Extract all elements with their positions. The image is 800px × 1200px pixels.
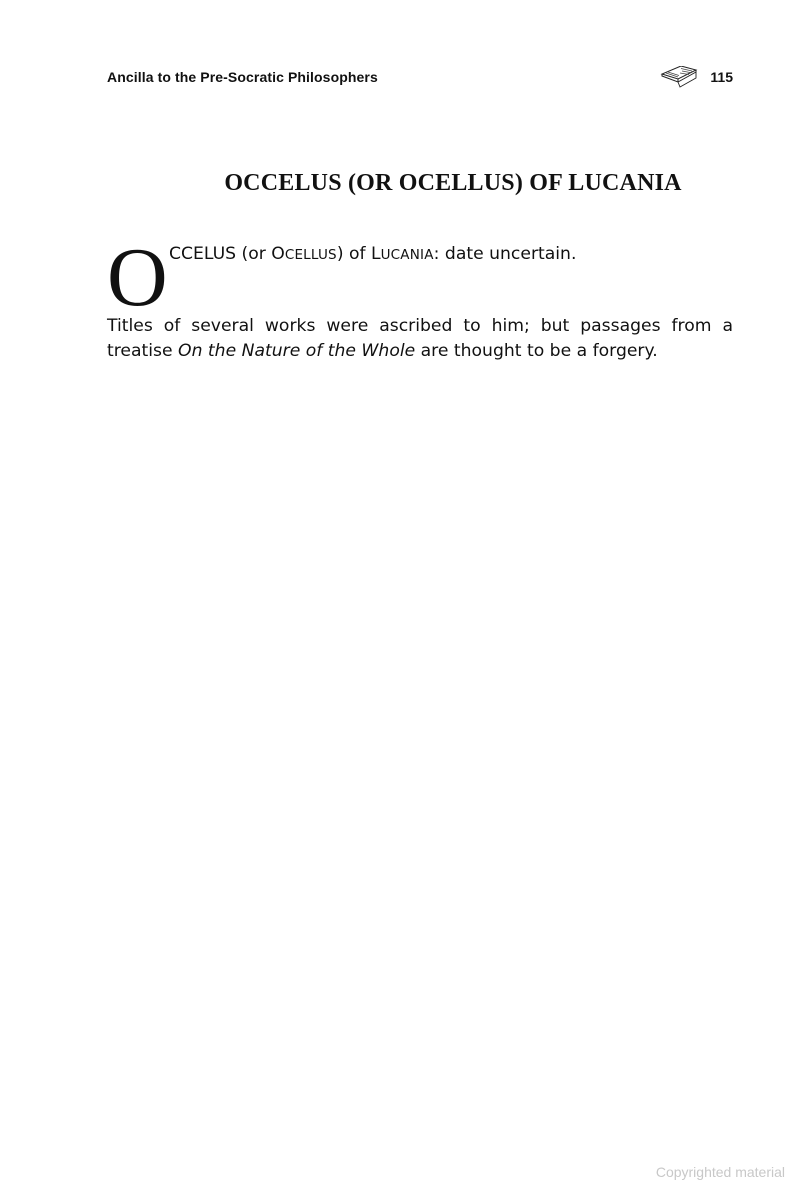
- lead-text-part2: ) of L: [336, 244, 381, 264]
- lead-small-caps-1: CELLUS: [284, 247, 337, 263]
- open-book-icon: [660, 66, 698, 88]
- chapter-title: OCCELUS (OR OCELLUS) OF LUCANIA: [224, 170, 682, 197]
- copyright-watermark: Copyrighted material: [655, 1164, 785, 1180]
- body-paragraph: [107, 314, 733, 364]
- body-text-part2: are thought to be a forgery.: [415, 341, 658, 361]
- entry-lead: [107, 231, 733, 324]
- lead-text-part1: CCELUS (or O: [169, 244, 285, 264]
- entry: [107, 231, 733, 364]
- body-text-part1: Titles of several works were ascribed to him; but passages from a treatise: [107, 316, 733, 361]
- drop-cap: O: [107, 231, 168, 324]
- running-title: Ancilla to the Pre-Socratic Philosophers: [107, 69, 378, 85]
- running-header: [107, 66, 733, 88]
- treatise-title: On the Nature of the Whole: [178, 341, 416, 361]
- header-right: [660, 66, 733, 88]
- lead-small-caps-2: UCANIA: [380, 247, 434, 263]
- lead-text-part3: : date uncertain.: [433, 244, 577, 264]
- lead-text: [169, 242, 576, 268]
- page-number: 115: [710, 69, 733, 85]
